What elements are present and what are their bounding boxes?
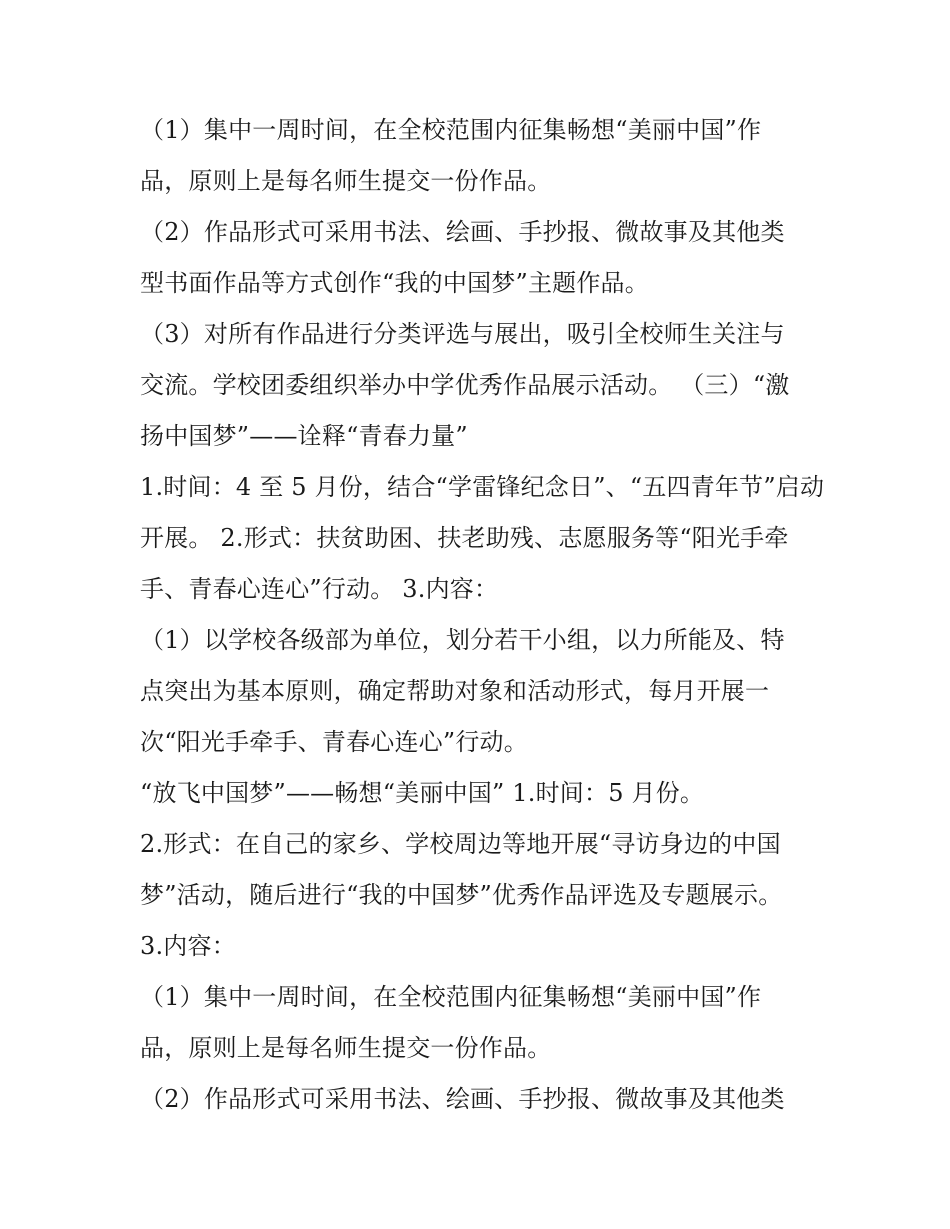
text-line: 型书面作品等方式创作“我的中国梦”主题作品。 [140,269,649,297]
text-line: 手、青春心连心”行动。 3.内容： [140,575,499,603]
text-line: 开展。 2.形式：扶贫助困、扶老助残、志愿服务等“阳光手牵 [140,524,789,552]
text-line: （1）集中一周时间，在全校范围内征集畅想“美丽中国”作 [140,116,762,144]
text-line: 1.时间：4 至 5 月份，结合“学雷锋纪念日”、“五四青年节”启动 [140,473,825,501]
text-line: （1）集中一周时间，在全校范围内征集畅想“美丽中国”作 [140,983,762,1011]
text-line: （2）作品形式可采用书法、绘画、手抄报、微故事及其他类 [140,218,785,246]
text-line: 梦”活动，随后进行“我的中国梦”优秀作品评选及专题展示。 [140,881,783,909]
text-line: （1）以学校各级部为单位，划分若干小组，以力所能及、特 [140,626,785,654]
text-line: （3）对所有作品进行分类评选与展出，吸引全校师生关注与 [140,320,785,348]
text-line: 品，原则上是每名师生提交一份作品。 [140,1034,552,1062]
text-line: 扬中国梦”——诠释“青春力量” [140,422,468,450]
text-line: 点突出为基本原则，确定帮助对象和活动形式，每月开展一 [140,677,770,705]
text-line: 3.内容： [140,932,236,960]
text-line: （2）作品形式可采用书法、绘画、手抄报、微故事及其他类 [140,1085,785,1113]
text-line: 品，原则上是每名师生提交一份作品。 [140,167,552,195]
text-line: 次“阳光手牵手、青春心连心”行动。 [140,728,528,756]
text-line: 2.形式：在自己的家乡、学校周边等地开展“寻访身边的中国 [140,830,781,858]
text-line: “放飞中国梦”——畅想“美丽中国” 1.时间：5 月份。 [140,779,705,807]
text-line: 交流。学校团委组织举办中学优秀作品展示活动。 （三）“激 [140,371,790,399]
